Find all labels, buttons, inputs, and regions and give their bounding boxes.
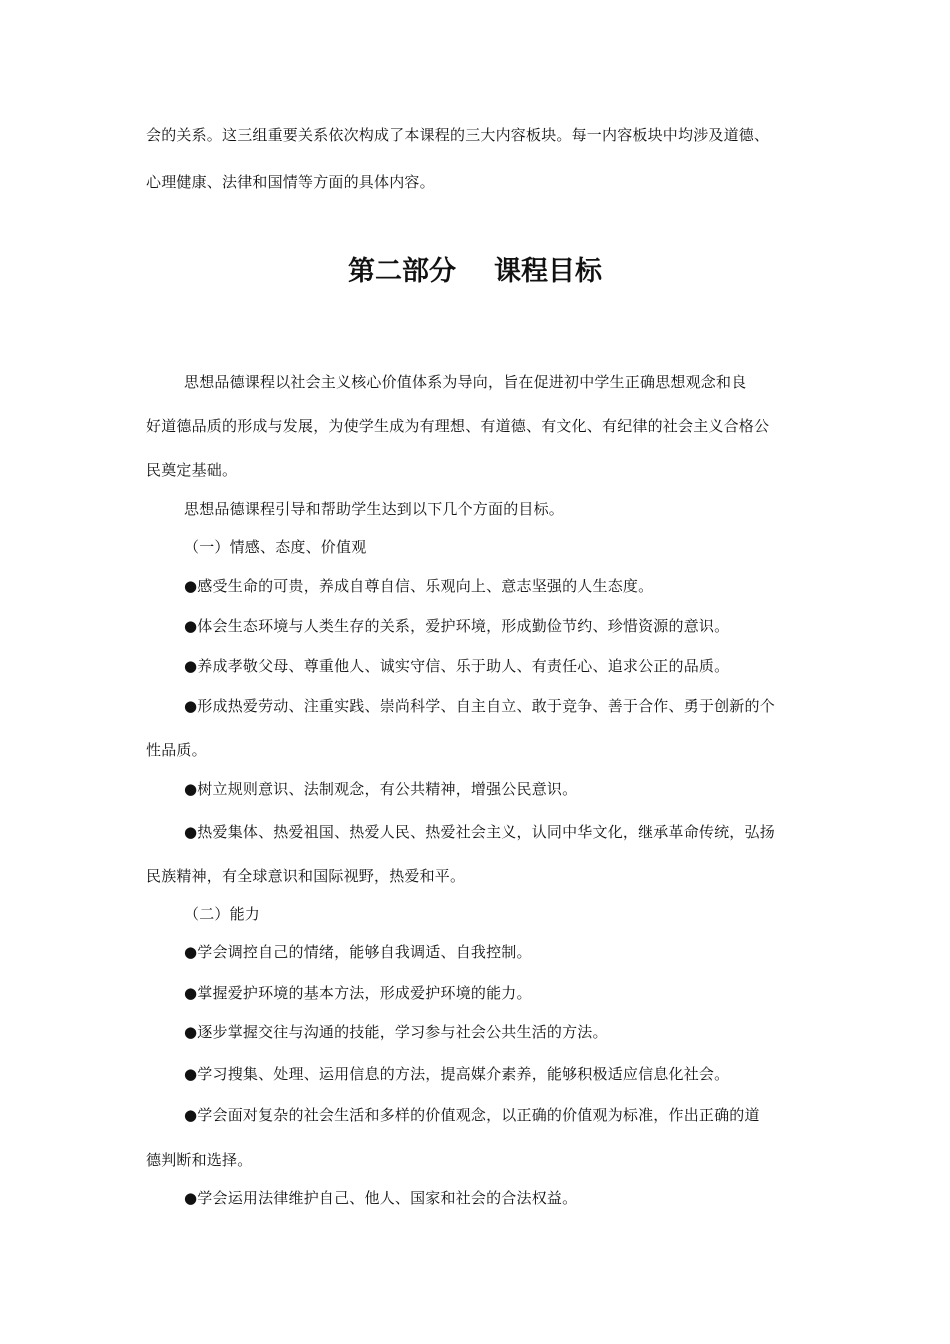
section-1-title: （一）情感、态度、价值观 xyxy=(184,538,367,556)
list-item-continuation: 性品质。 xyxy=(146,741,207,759)
list-item: ●学会调控自己的情绪，能够自我调适、自我控制。 xyxy=(184,943,532,961)
paragraph-1-line-2: 好道德品质的形成与发展，为使学生成为有理想、有道德、有文化、有纪律的社会主义合格公 xyxy=(146,417,770,435)
list-item: ●学习搜集、处理、运用信息的方法，提高媒介素养，能够积极适应信息化社会。 xyxy=(184,1065,730,1083)
list-item: ●养成孝敬父母、尊重他人、诚实守信、乐于助人、有责任心、追求公正的品质。 xyxy=(184,657,730,675)
list-item: ●学会面对复杂的社会生活和多样的价值观念，以正确的价值观为标准，作出正确的道 xyxy=(184,1106,760,1124)
intro-line-2: 心理健康、法律和国情等方面的具体内容。 xyxy=(146,173,435,191)
heading-title: 课程目标 xyxy=(494,256,602,287)
list-item-continuation: 民族精神，有全球意识和国际视野，热爱和平。 xyxy=(146,867,466,885)
list-item: ●掌握爱护环境的基本方法，形成爱护环境的能力。 xyxy=(184,984,532,1002)
paragraph-1-line-3: 民奠定基础。 xyxy=(146,461,238,479)
list-item-continuation: 德判断和选择。 xyxy=(146,1151,253,1169)
list-item: ●感受生命的可贵，养成自尊自信、乐观向上、意志坚强的人生态度。 xyxy=(184,577,654,595)
list-item: ●逐步掌握交往与沟通的技能，学习参与社会公共生活的方法。 xyxy=(184,1023,608,1041)
list-item: ●形成热爱劳动、注重实践、崇尚科学、自主自立、敢于竞争、善于合作、勇于创新的个 xyxy=(184,697,775,715)
paragraph-2: 思想品德课程引导和帮助学生达到以下几个方面的目标。 xyxy=(184,500,565,518)
section-heading xyxy=(0,252,950,292)
heading-part: 第二部分 xyxy=(348,256,456,287)
section-2-title: （二）能力 xyxy=(184,905,261,923)
list-item: ●学会运用法律维护自己、他人、国家和社会的合法权益。 xyxy=(184,1189,578,1207)
list-item: ●树立规则意识、法制观念，有公共精神，增强公民意识。 xyxy=(184,780,578,798)
list-item: ●热爱集体、热爱祖国、热爱人民、热爱社会主义，认同中华文化，继承革命传统，弘扬 xyxy=(184,823,775,841)
intro-line-1: 会的关系。这三组重要关系依次构成了本课程的三大内容板块。每一内容板块中均涉及道德、 xyxy=(146,126,770,144)
paragraph-1-line-1: 思想品德课程以社会主义核心价值体系为导向，旨在促进初中学生正确思想观念和良 xyxy=(184,373,747,391)
list-item: ●体会生态环境与人类生存的关系，爱护环境，形成勤俭节约、珍惜资源的意识。 xyxy=(184,617,730,635)
